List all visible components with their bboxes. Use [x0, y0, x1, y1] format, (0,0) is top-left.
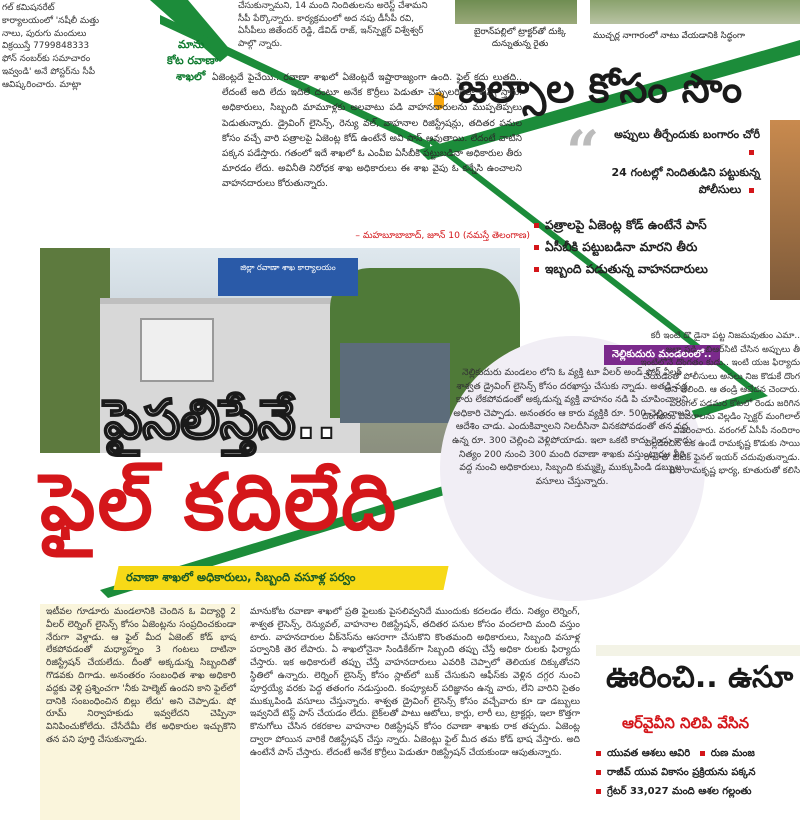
- quote-bullet-1: పత్రాలపై ఏజెంట్ల కోడ్ ఉంటేనే పాస్: [534, 214, 734, 236]
- quote-bullet-2: ఏసీబీకి పట్టుబడినా మారని తీరు: [534, 236, 734, 258]
- bottom-right-bullet-row-1: యువత ఆశలు ఆవిరి రుణ మంజ: [596, 744, 800, 763]
- quote-icon: “: [566, 118, 600, 186]
- lead-dateline: – మహబూబాబాద్, జూన్ 10 (నమస్తే తెలంగాణ): [355, 230, 530, 241]
- right-bullet-1: అప్పులు తీర్చేందుకు బంగారం చోరీ: [610, 126, 760, 160]
- bottom-right-sub: ఆర్‌వైవీని నిలిపి వేసిన: [622, 714, 750, 732]
- bottom-right-bullet-row-2: రాజీవ్ యువ వికాసం ప్రక్రియను పక్కన: [596, 763, 800, 782]
- bottom-right-bullets: [596, 744, 800, 801]
- lead-text: ఏజెంట్లదే పైచేయి.. రవాణా శాఖలో ఏజెంట్లదే ఇష్టారాజ్యంగా ఉంది. ఫైల్ కదు లుతది.. లేదంటే అది లేదు ఇదిలే దంటూ అనేక కొర్రీలు పెడుతూ చెప్పులరిగేలా తిప్పి స్తారు. అధికారులు, సిబ్బంది మామూళ్లకు అలవాటు పడి వాహనదారులను ముప్పతిప్పలు పెడుతున్నారు. డ్రైవింగ్ లైసెన్స్, రెన్యు వల్, వాహనాల రిజిస్ట్రేషన్లు, తదితర పనుల కోసం వచ్చే వారి పత్రాలపై ఏజెంట్ల కోడ్ ఉంటేనే అవి పాస్ అవుతాయి. లేదంటే వాటిని పక్కన పడేస్తారు. గతంలో ఇదే శాఖలో ఓ ఎంవీఐ ఏసీబీకి పట్టుబడినా అధికారుల తీరు మారడం లేదు. అవినీతి నిరోధక శాఖ అధికారులు ఈ శాఖ వైపు ఓ కన్నేసి ఉంచాలని వాహనదారులు కోరుతున్నారు.: [212, 72, 522, 190]
- headline-main-line2: ఫైల్ కదిలేది: [40, 458, 399, 548]
- bottom-column-1: ఇటీవల గూడూరు మండలానికి చెందిన ఓ విద్యార్థి 2 వీలర్ లెర్నింగ్ లైసెన్స్ కోసం ఏజెంట్లను సంప్రదించకుండా నేరుగా వెళ్లాడు. ఆ ఫైల్ మీద ఏజెంట్ కోడ్ భాష లేకపోవడంతో మధ్యాహ్నం 3 గంటలు దాటినా రిజిస్ట్రేషన్ చేయలేదు. దీంతో అక్కడున్న సిబ్బందితో గొడవకు దిగాడు. అనంతరం సంబంధిత శాఖ అధికారి వద్దకు వెళ్లి ప్రశ్నించగా 'నీకు హెల్మెట్ ఉందని కాని ఫైల్‌లో దానికి సంబంధించిన బిల్లు లేదు' అని చెప్పాడు. షో రూమ్ నిర్వాహకుడు ఇవ్వలేదని చెప్పినా వినిపించుకోలేదు. చేసేదేమీ లేక అధికారుల ఇచ్చుకొని తన పని పూర్తి చేసుకున్నాడు.: [46, 607, 236, 745]
- top-photo-2: [590, 0, 800, 24]
- left-column-snippet: గల్ కమిషనరేట్ కార్యాలయంలో 'నషీలీ మత్తు నాలు, పురుగు మందులు విక్రయిస్తే 7799848333 ఫోన్ నంబర్‌కు సమాచారం ఇవ్వండి' అనే పోస్టర్‌ను సీపీ ఆవిష్కరించారు. మాట్లా: [2, 3, 100, 90]
- headline-right: జల్సాల కోసం సొం: [458, 66, 743, 112]
- top-photo-1: [455, 0, 577, 24]
- right-bullets: [610, 126, 760, 198]
- right-photo: [770, 120, 800, 300]
- top-photo-caption-1: బైరాన్‌పల్లిలో ట్రాక్టర్‌తో దుక్కి దున్నుతున్న రైతు: [473, 27, 567, 49]
- lead-place-label: మాను: [178, 38, 205, 51]
- bottom-right-bullet-row-3: గ్రేటర్ 33,027 మంది ఆశల గల్లంతు: [596, 782, 800, 801]
- callout-tag: నెల్లికుదురు మండలంలో..: [604, 345, 720, 365]
- quote-bullet-3: ఇబ్బంది పడుతున్న వాహనదారులు: [534, 258, 734, 280]
- headline-subbanner-text: రవాణా శాఖలో అధికారులు, సిబ్బంది వసూళ్ల పర్వం: [126, 570, 356, 584]
- lead-place-label-2: కోట రవాణా: [167, 54, 219, 67]
- lead-place-label-3: శాఖలో: [176, 70, 206, 83]
- photo-sign: జిల్లా రవాణా శాఖ కార్యాలయం: [218, 258, 358, 296]
- headline-main-line1: పైసలిస్తేనే..: [104, 388, 337, 451]
- right-column-text: కరీ ఇంటి దొ డైనా పట్ట నిజమవుతుం ఎమా.. జలా పడి.. బిఆర్‌సిటి చేసిన అప్పులు తీ ఇంటిలోనే దొంగతం కుడు.. ఇంటి యజ ఫిర్యాదు చేయడంతో పోలీసులు అసలు నిజ కొడుకే దొంగ అని తేలింది. ఆ తండ్రి ఆవేదన చెందారు. వరంగల్ పడమర కోటలో రెండు జరిగిన దొంగతనం వివరాలను వెల్లడిం స్పెక్టర్ మంగిలాల్ వివరించారు. వరంగల్ ఏసీపీ నందిరాం వెల్లడించిన టక ఉండే రామకృష్ణ కొడుకు సాయి రాజాతో బీటెక్ ఫైనల్ ఇయర్ చదువుతున్నాడు. 8న రామకృష్ణ భార్య, కూతురుతో కలిసి: [640, 331, 800, 476]
- quote-bullets: [534, 214, 734, 280]
- top-photo-caption-2: ముచ్చర్ల నాగారంలో నాటు వేయడానికి సిద్ధంగా: [593, 31, 745, 41]
- bottom-right-headline: ఊరించి.. ఉసూ: [606, 660, 794, 695]
- callout-text: నెల్లికుదురు మండలం లోని ఓ వ్యక్తి టూ వీలర్ అండ్ ఫోర్ వీలర్ శాశ్వత డ్రైవింగ్ లైసెన్స్ కోసం దరఖాస్తు చేసుకు న్నాడు. అతడి వద్ద కారు లేకపోవడంతో అక్కడున్న వ్యక్తి వాహనం నడి పి చూపించాలని అధికారి చెప్పాడు. అనంతరం ఆ కారు వ్యక్తికి రూ. 500 చెల్లించాలని ఆదేశిం చాడు. ఎందుకివ్వాలని నిలదీసినా వినకపోవడంతో తన వద్ద ఉన్న రూ. 300 చెల్లించి వెళ్లిపోయాడు. ఇలా ఒకటి కాదు రెండు కాదు నిత్యం 200 నుంచి 300 మంది రవాణా శాఖకు వస్తుంటారు. వీరి వద్ద నుంచి అధికారులు, సిబ్బంది కుమ్మక్కై ముక్కుపిండి డబ్బులు వసూలు చేస్తున్నారు.: [452, 367, 692, 487]
- top-snippet: చేసుకున్నామని, 14 మంది నిందితులను అరెస్ట్ చేశామని సీపీ పేర్కొన్నారు. కార్యక్రమంలో అద నపు డీసీపీ రవి, ఏసీపీలు జితేందర్ రెడ్డి, డేవిడ్ రాజ్, ఇన్‌స్పెక్టర్ విశ్వేశ్వర్ పాల్గొ న్నారు.: [238, 1, 428, 49]
- bottom-column-2: మానుకోట రవాణా శాఖలో ప్రతి ఫైలుకు పైసలివ్వనిదే ముందుకు కదలడం లేదు. నిత్యం లెర్నింగ్, శాశ్వత లైసెన్స్, రెన్యువల్, వాహనాల రిజిస్ట్రేషన్, తదితర పనుల కోసం వందలాది మంది వస్తుం టారు. వాహనదారుల వీక్‌నెస్‌ను ఆసరాగా చేసుకొని కొంతమంది అధికారులు, సిబ్బంది వసూళ్ల పర్వానికి తెర లేపారు. ఏ శాఖలోనైనా సిండికేట్‌గా సిబ్బంది తప్పు చేస్తే అధికా రులకు ఫిర్యాదు చేస్తారు. ఇక అధికారులే తప్పు చేస్తే వాహనదారులు ఎవరికి చెప్పాలో తెలియక దిక్కుతోచని స్థితిలో ఉన్నారు. లెర్నింగ్ లైసెన్స్ కోసం స్లాట్‌లో బుక్ చేసుకుని ఆఫీస్‌కు వెళ్లిన దగ్గర నుంచి పూర్తయ్యే వరకు పెద్ద తతంగం నడుస్తుంది. కంప్యూటర్ పరిజ్ఞానం ఉన్న వారు, లేని వారిని సైతం ముక్కుపిండి వసూలు చేస్తున్నారు. శాశ్వత డ్రైవింగ్ లైసెన్స్ కోసం వచ్చేవారు కూ డా డబ్బులు ఇవ్వనిదే టెస్ట్ పాస్ చేయడం లేదు. బైక్‌లతో పాటు ఆటోలు, కార్లు, లారీ లు, ట్రాక్టర్లు, ఇలా కొత్తగా కొనుగోలు చేసిన రకరకాల వాహనాల రిజిస్ట్రేషన్ కోసం రవాణా శాఖకు రాక తప్పదు. ఏజెంట్ల ద్వారా పోయిన వారికే రిజిస్ట్రేషన్ చేస్తు న్నారు. ఏజెంట్లు ఫైల్ మీద తమ కోడ్ భాష వేస్తారు. అది ఉంటేనే పాస్ చేస్తారు. లేదంటే అనేక కొర్రీలు పెడుతూ రిజిస్ట్రేషన్ చేయకుండా ఆపుతున్నారు.: [250, 607, 580, 758]
- right-bullet-2: 24 గంటల్లో నిందితుడిని పట్టుకున్న పోలీసులు: [611, 166, 760, 196]
